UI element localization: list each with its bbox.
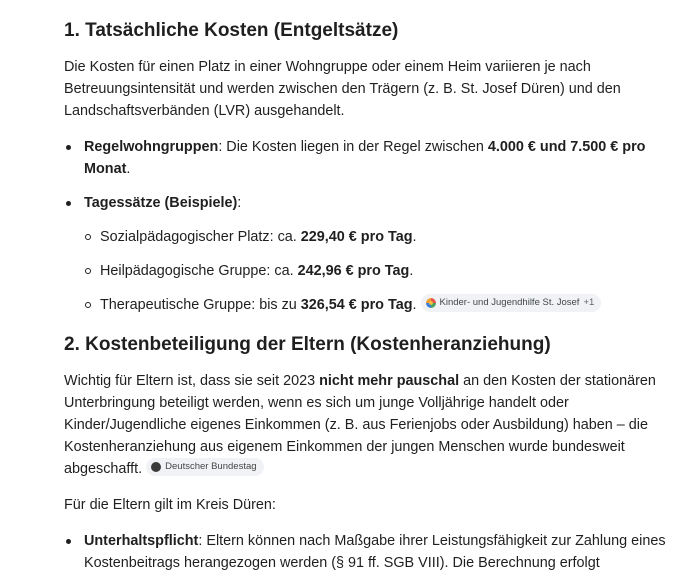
source-chip-label: Deutscher Bundestag bbox=[165, 461, 257, 472]
para-text: Wichtig für Eltern ist, dass sie seit 2023 bbox=[64, 373, 320, 389]
list-item-unterhaltspflicht bbox=[64, 530, 675, 574]
list-item-tagessaetze bbox=[64, 192, 675, 316]
rate-value: 229,40 € pro Tag bbox=[300, 229, 413, 245]
source-chip-label: Kinder- und Jugendhilfe St. Josef bbox=[439, 297, 580, 308]
para-bold: nicht mehr pauschal bbox=[319, 373, 460, 389]
section-1-intro: Die Kosten für einen Platz in einer Wohngruppe oder einem Heim variieren je nach Betreuungsintensität und werden zwischen den Trägern (z. B. St. Josef Düren) und den Landschaftsverbänden (LVR) ausgehandelt. bbox=[64, 59, 621, 119]
section-2-list bbox=[64, 530, 675, 574]
punct: . bbox=[126, 161, 131, 177]
list-item-regelwohngruppen bbox=[64, 136, 675, 180]
term-tagessaetze: Tagessätze (Beispiele) bbox=[84, 195, 238, 211]
list-item-therapeutisch bbox=[84, 294, 675, 316]
list-item-sozialpaedagogisch bbox=[84, 226, 675, 248]
source-chip-bundestag[interactable] bbox=[146, 458, 263, 476]
flower-logo-icon bbox=[426, 298, 436, 308]
punct: : bbox=[237, 195, 242, 211]
punct: . bbox=[412, 297, 417, 313]
punct: . bbox=[409, 263, 414, 279]
term-unterhaltspflicht: Unterhaltspflicht bbox=[84, 533, 199, 549]
eagle-logo-icon bbox=[151, 462, 161, 472]
section-2-heading: 2. Kostenbeteiligung der Eltern (Kostenheranziehung) bbox=[64, 334, 551, 355]
punct: . bbox=[412, 229, 417, 245]
rate-label: Heilpädagogische Gruppe: ca. bbox=[100, 263, 298, 279]
rate-label: Therapeutische Gruppe: bis zu bbox=[100, 297, 301, 313]
tagessaetze-sublist bbox=[84, 226, 675, 316]
section-1-heading: 1. Tatsächliche Kosten (Entgeltsätze) bbox=[64, 20, 399, 41]
rate-label: Sozialpädagogischer Platz: ca. bbox=[100, 229, 301, 245]
section-1-list bbox=[64, 136, 675, 316]
rate-value: 326,54 € pro Tag bbox=[300, 297, 413, 313]
rate-value: 242,96 € pro Tag bbox=[297, 263, 410, 279]
text-regelwohngruppen: : Die Kosten liegen in der Regel zwischen bbox=[218, 139, 488, 155]
para-text: an den Kosten der stationären Unterbringung beteiligt werden, wenn es sich um junge Volljährige handelt oder Kinder/Jugendliche eigenes Einkommen (z. B. aus Ferienjobs oder Ausbildung) haben – die Kostenheranziehung aus eigenem Einkommen der jungen Menschen wurde bundesweit abgeschafft. bbox=[64, 373, 656, 477]
list-item-heilpaedagogisch bbox=[84, 260, 675, 282]
term-regelwohngruppen: Regelwohngruppen bbox=[84, 139, 219, 155]
source-chip-st-josef[interactable] bbox=[421, 294, 602, 312]
source-chip-count: +1 bbox=[583, 297, 595, 308]
text-unterhaltspflicht: : Eltern können nach Maßgabe ihrer Leistungsfähigkeit zur Zahlung eines Kostenbeitrags herangezogen werden (§ 91 ff. SGB VIII). Die Berechnung erfolgt bbox=[84, 533, 666, 571]
section-2-paragraph bbox=[64, 370, 675, 480]
section-2-paragraph-2: Für die Eltern gilt im Kreis Düren: bbox=[64, 497, 276, 513]
cost-range: 4.000 € und 7.500 € pro Monat bbox=[84, 139, 646, 177]
